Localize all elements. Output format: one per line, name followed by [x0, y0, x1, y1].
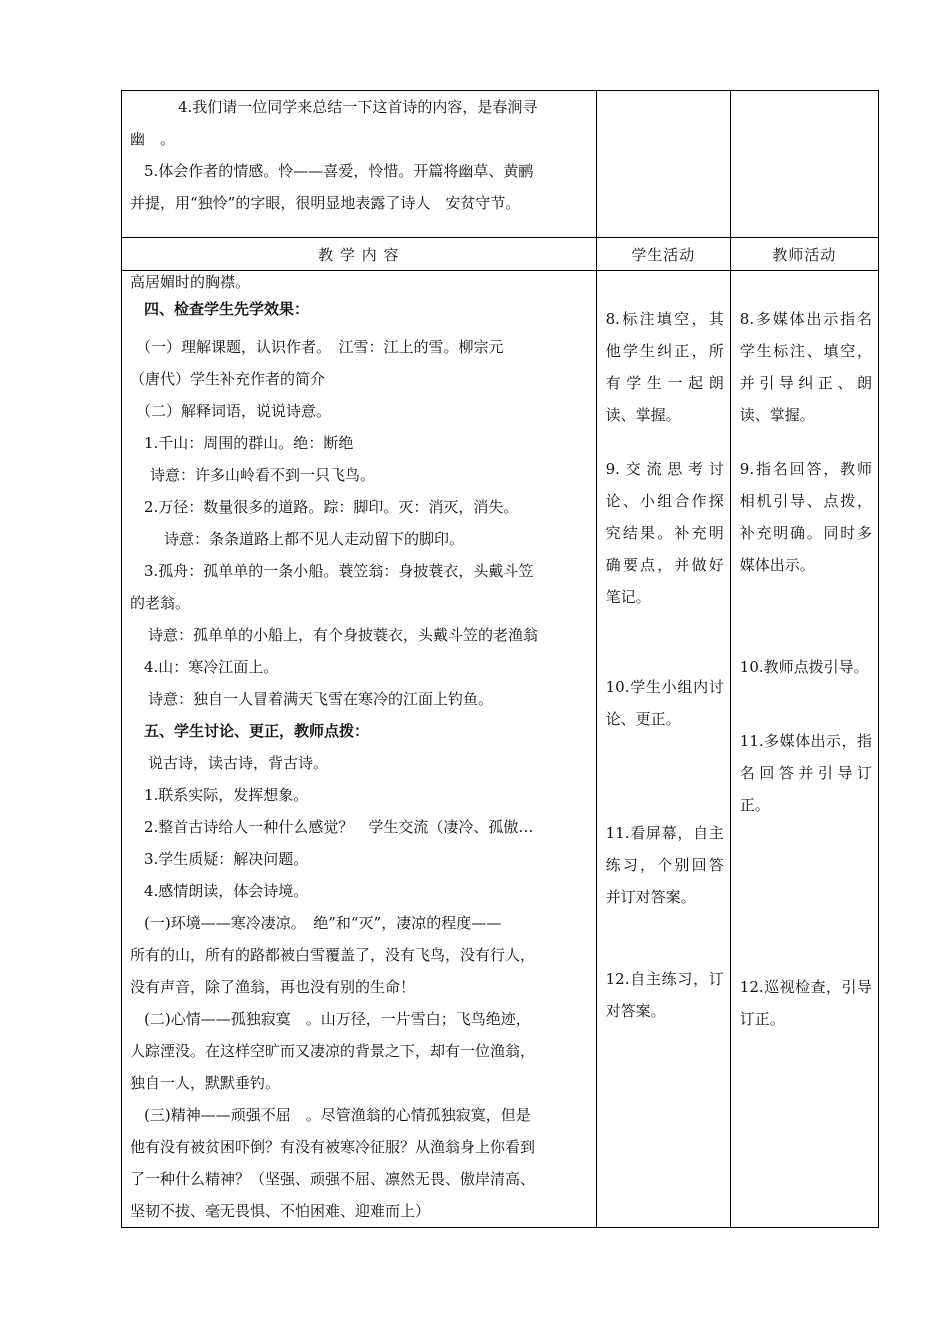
header-row: [122, 238, 879, 271]
section-heading: 五、学生讨论、更正，教师点拨：: [144, 722, 370, 740]
text-line: 诗意：条条道路上都不见人走动留下的脚印。: [164, 530, 465, 548]
teacher-activity-9: 9.指名回答，教师相机引导、点拨，补充明确。同时多媒体出示。: [739, 460, 872, 574]
student-activity-8: 8.标注填空，其他学生纠正，所有学生一起朗读、掌握。: [605, 310, 724, 424]
student-activity-cell: [596, 271, 730, 1228]
teacher-activity-12: 12.巡视检查，引导订正。: [739, 978, 872, 1028]
main-content-cell: [122, 271, 597, 1228]
text-line: 4.感情朗读，体会诗境。: [144, 882, 309, 900]
text-line: 了一种什么精神？（坚强、顽强不屈、凛然无畏、傲岸清高、: [130, 1170, 536, 1188]
text-line: 幽 。: [130, 130, 176, 148]
text-line: （二）解释词语，说说诗意。: [136, 402, 332, 420]
text-line: 4.山：寒冷江面上。: [144, 658, 279, 676]
text-line: 没有声音，除了渔翁，再也没有别的生命！: [130, 978, 416, 996]
text-line: 的老翁。: [130, 594, 191, 612]
text-line: 3.孤舟：孤单单的一条小船。蓑笠翁：身披蓑衣，头戴斗笠: [144, 562, 534, 580]
text-line: 坚韧不拔、毫无畏惧、不怕困难、迎难而上）: [130, 1202, 431, 1220]
top-teacher-cell: [730, 91, 878, 238]
text-line: （唐代）学生补充作者的简介: [130, 370, 326, 388]
text-line: 2.整首古诗给人一种什么感觉？ 学生交流（凄冷、孤傲…: [144, 818, 534, 836]
top-student-cell: [596, 91, 730, 238]
text-line: 4.我们请一位同学来总结一下这首诗的内容，是春涧寻: [178, 98, 538, 116]
text-line: 他有没有被贫困吓倒？有没有被寒冷征服？从渔翁身上你看到: [130, 1138, 536, 1156]
header-content: 教 学 内 容: [122, 238, 597, 271]
teacher-activity-cell: [730, 271, 878, 1228]
text-line: 高居媚时的胸襟。: [130, 273, 251, 291]
text-line: 并提，用“独怜”的字眼，很明显地表露了诗人 安贫守节。: [130, 194, 521, 212]
student-activity-9: 9.交流思考讨论、小组合作探究结果。补充明确要点，并做好笔记。: [605, 460, 724, 606]
text-line: 诗意：独自一人冒着满天飞雪在寒冷的江面上钓鱼。: [148, 690, 494, 708]
text-line: 1.千山：周围的群山。绝：断绝: [144, 434, 354, 452]
student-activity-12: 12.自主练习，订对答案。: [605, 970, 724, 1020]
student-activity-10: 10.学生小组内讨论、更正。: [605, 678, 724, 728]
text-line: 人踪湮没。在这样空旷而又凄凉的背景之下，却有一位渔翁，: [130, 1042, 536, 1060]
main-row: [122, 271, 879, 1228]
text-line: （一）理解课题，认识作者。 江雪：江上的雪。柳宗元: [136, 338, 504, 356]
text-line: (一)环境——寒冷凄凉。 绝”和“灭”，凄凉的程度——: [144, 914, 502, 932]
text-line: 诗意：许多山岭看不到一只飞鸟。: [150, 466, 376, 484]
teacher-activity-8: 8.多媒体出示指名学生标注、填空，并引导纠正、朗读、掌握。: [739, 310, 872, 424]
text-line: (三)精神——顽强不屈 。尽管渔翁的心情孤独寂寞，但是: [144, 1106, 531, 1124]
text-line: (二)心情——孤独寂寞 。山万径，一片雪白；飞鸟绝迹，: [144, 1010, 531, 1028]
header-student: 学生活动: [596, 238, 730, 271]
student-activity-11: 11.看屏幕，自主练习，个别回答并订对答案。: [605, 824, 724, 906]
lesson-plan-table: [121, 90, 879, 1228]
text-line: 5.体会作者的情感。怜——喜爱，怜惜。开篇将幽草、黄鹂: [144, 162, 534, 180]
top-row: [122, 91, 879, 238]
text-line: 3.学生质疑：解决问题。: [144, 850, 309, 868]
top-content-cell: [122, 91, 597, 238]
header-teacher: 教师活动: [730, 238, 878, 271]
text-line: 诗意：孤单单的小船上，有个身披蓑衣，头戴斗笠的老渔翁: [148, 626, 539, 644]
section-heading: 四、检查学生先学效果：: [144, 300, 310, 318]
teacher-activity-10: 10.教师点拨引导。: [739, 658, 869, 676]
text-line: 1.联系实际，发挥想象。: [144, 786, 309, 804]
text-line: 所有的山，所有的路都被白雪覆盖了，没有飞鸟，没有行人，: [130, 946, 536, 964]
text-line: 说古诗，读古诗，背古诗。: [148, 754, 329, 772]
text-line: 2.万径：数量很多的道路。踪：脚印。灭：消灭，消失。: [144, 498, 519, 516]
text-line: 独自一人，默默垂钓。: [130, 1074, 281, 1092]
teacher-activity-11: 11.多媒体出示，指名回答并引导订正。: [739, 732, 872, 814]
